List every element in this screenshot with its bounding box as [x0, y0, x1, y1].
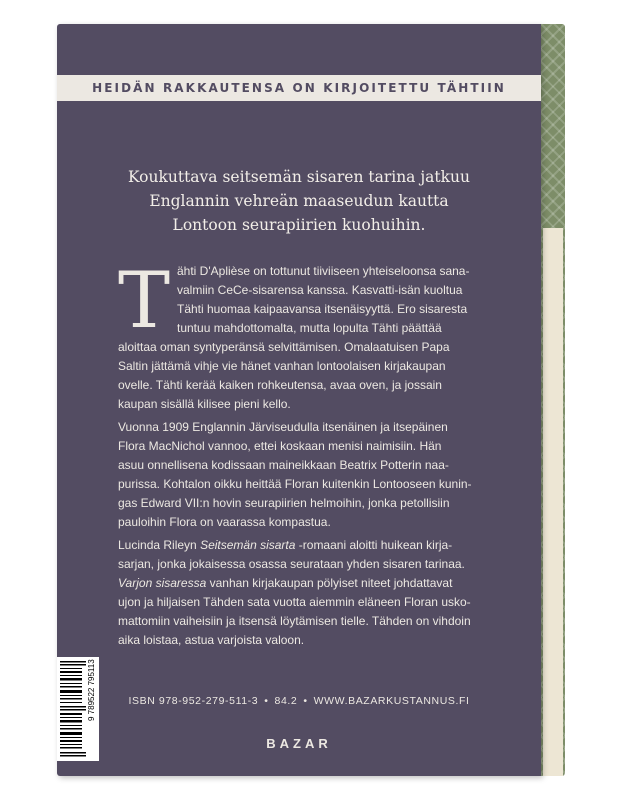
isbn-line	[57, 695, 541, 707]
paragraph3-line	[118, 536, 501, 555]
paragraph3-line: ujon ja hiljaisen Tähden sata vuotta aiemmin eläneen Floran usko-	[118, 595, 471, 609]
paragraph2-line: purissa. Kohtalon oikku heittää Floran kuitenkin Lontooseen kunin-	[118, 477, 472, 491]
paragraph1-line: ähti D'Aplièse on tottunut tiiviiseen yhteiseloonsa sana-	[177, 264, 470, 278]
paragraph1-line: ovelle. Tähti kerää kaiken rohkeutensa, avaa oven, ja jossain	[118, 378, 442, 392]
paragraph1-line: Tähti huomaa kaipaavansa itsenäisyyttä. Ero sisaresta	[177, 302, 468, 316]
paragraph2-line: Flora MacNichol vannoo, ettei koskaan menisi naimisiin. Hän	[118, 439, 442, 453]
isbn: ISBN 978-952-279-511-3	[128, 695, 259, 707]
book-title-shadow-sister: Varjon sisaressa	[118, 576, 207, 590]
paragraph1-line: valmiin CeCe-sisarensa kanssa. Kasvatti-isän kuoltua	[177, 283, 463, 297]
paragraph3-line	[118, 574, 501, 593]
publisher-logo: BAZAR	[266, 736, 332, 751]
paragraph2-line: gas Edward VII:n hovin seurapiirien helmoihin, jonka petollisiin	[118, 496, 450, 510]
paragraph3-text: -romaani aloitti huikean kirja-	[295, 538, 453, 552]
paragraph3-line: aika loistaa, astua varjoista valoon.	[118, 633, 305, 647]
lead-line: Koukuttava seitsemän sisaren tarina jatkuu	[128, 168, 470, 186]
jacket-flap-edge	[543, 228, 563, 776]
lead-blurb	[97, 165, 501, 237]
paragraph3-line: sarjan, jonka jokaisessa osassa seurataan yhden sisaren tarinaa.	[118, 557, 465, 571]
paragraph3-text: vanhan kirjakaupan pölyiset niteet johdattavat	[206, 576, 453, 590]
classification: 84.2	[274, 695, 298, 707]
lead-line: Englannin vehreän maaseudun kautta	[149, 192, 449, 210]
separator: •	[264, 695, 269, 707]
book-title-seven-sisters: Seitsemän sisarta	[200, 538, 296, 552]
paragraph1-line: Saltin jättämä vihje vie hänet vanhan lontoolaisen kirjakaupan	[118, 359, 446, 373]
tagline: HEIDÄN RAKKAUTENSA ON KIRJOITETTU TÄHTIIN	[92, 81, 506, 95]
paragraph1-line: tuntuu mahdottomalta, mutta lopulta Tähti päättää	[177, 321, 442, 335]
paragraph1-line: kaupan sisällä kilisee pieni kello.	[118, 397, 291, 411]
paragraph2-line: pauloihin Flora on vaarassa kompastua.	[118, 515, 331, 529]
tagline-band	[57, 75, 541, 101]
blurb-body	[118, 256, 501, 650]
paragraph1-line: aloittaa oman syntyperänsä selvittämisen. Omalaatuisen Papa	[118, 340, 450, 354]
paragraph3-text: Lucinda Rileyn	[118, 538, 201, 552]
barcode-number: 9 789522 795113	[87, 659, 96, 721]
website: WWW.BAZARKUSTANNUS.FI	[313, 695, 470, 707]
separator: •	[303, 695, 308, 707]
book-back-cover	[57, 24, 541, 776]
lead-line: Lontoon seurapiirien kuohuihin.	[172, 216, 426, 234]
drop-cap: T	[118, 256, 171, 346]
paragraph3-line: mattomiin vaiheisiin ja itsensä löytämisen tielle. Tähden on vihdoin	[118, 614, 471, 628]
paragraph2-line: Vuonna 1909 Englannin Järviseudulla itsenäinen ja itsepäinen	[118, 420, 448, 434]
paragraph2-line: asuu onnellisena kodissaan maineikkaan Beatrix Potterin naa-	[118, 458, 449, 472]
